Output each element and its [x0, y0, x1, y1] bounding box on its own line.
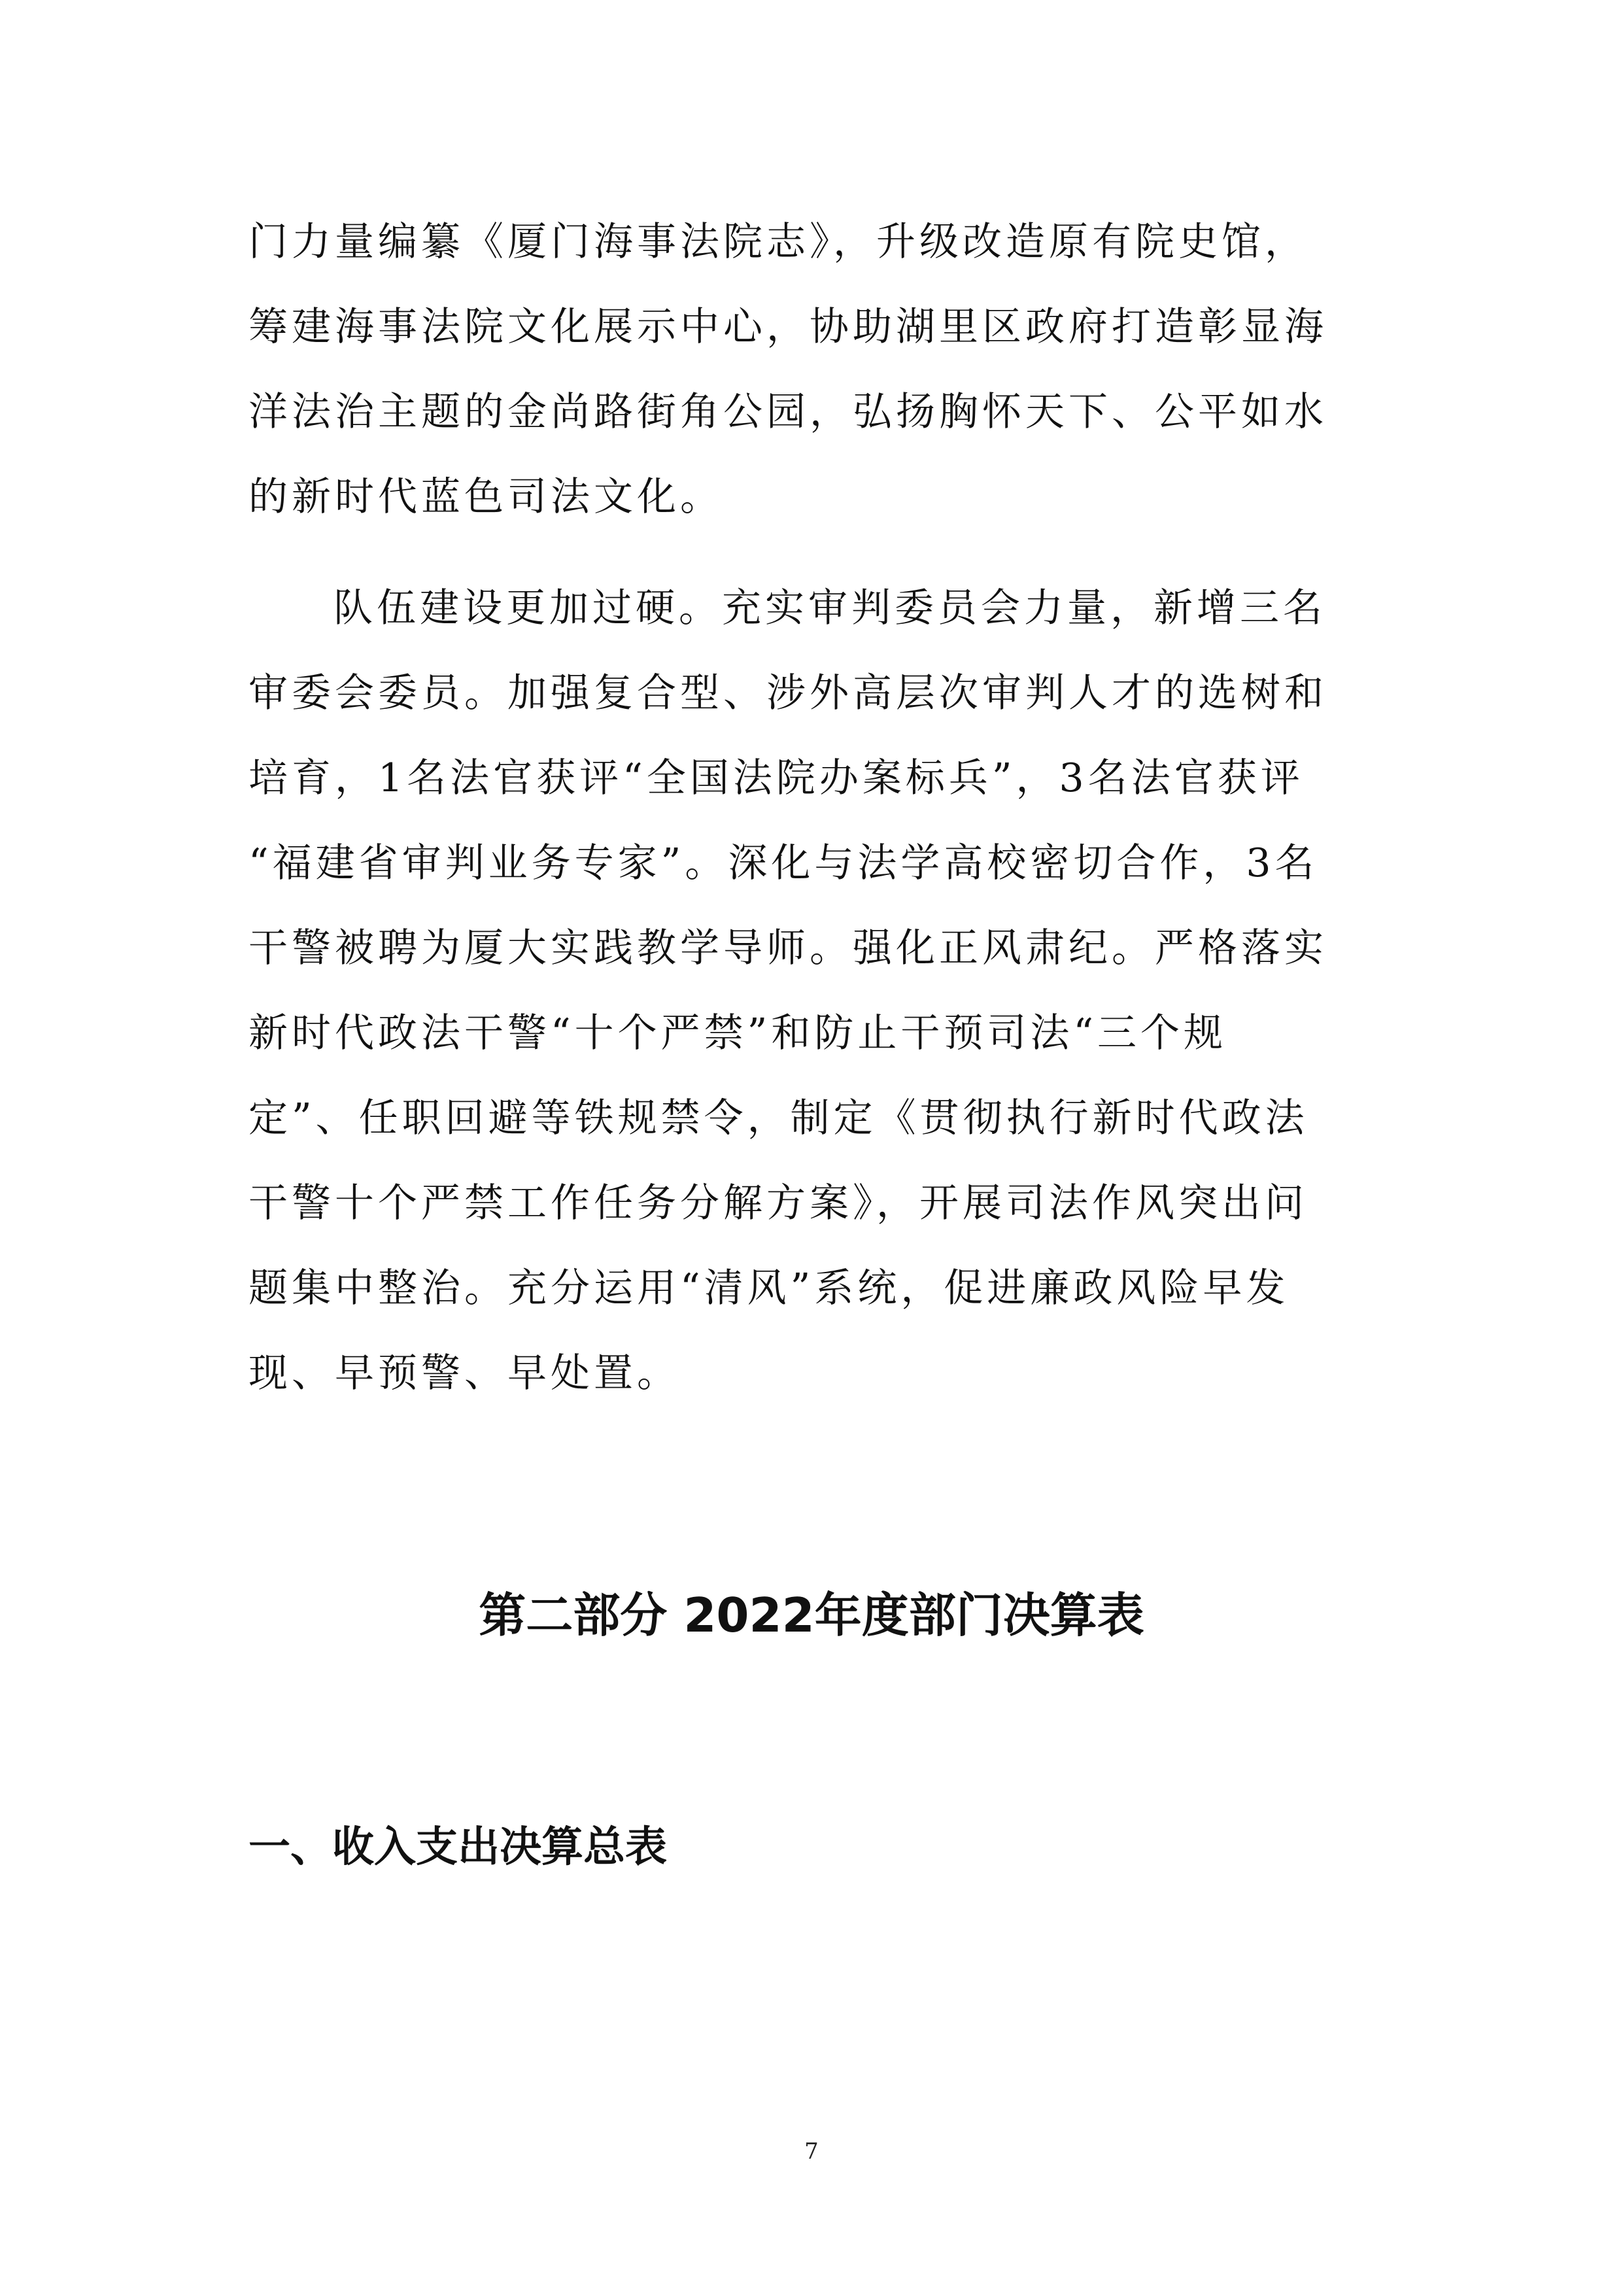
paragraph2-line-1: 队伍建设更加过硬。充实审判委员会力量，新增三名 — [333, 585, 1326, 631]
paragraph1-line-2: 筹建海事法院文化展示中心，协助湖里区政府打造彰显海 — [248, 304, 1327, 350]
section-title: 第二部分 2022年度部门决算表 — [479, 1588, 1144, 1643]
paragraph2-line-6: 新时代政法干警“十个严禁”和防止干预司法“三个规 — [248, 1010, 1227, 1056]
paragraph1-line-4: 的新时代蓝色司法文化。 — [248, 474, 723, 520]
paragraph2-line-2: 审委会委员。加强复合型、涉外高层次审判人才的选树和 — [248, 670, 1327, 716]
paragraph1-line-1: 门力量编纂《厦门海事法院志》，升级改造原有院史馆， — [248, 219, 1308, 265]
paragraph2-line-5: 干警被聘为厦大实践教学导师。强化正风肃纪。严格落实 — [248, 925, 1327, 971]
paragraph2-line-10: 现、早预警、早处置。 — [248, 1350, 680, 1396]
page-number: 7 — [804, 2138, 819, 2165]
paragraph2-line-8: 干警十个严禁工作任务分解方案》，开展司法作风突出问 — [248, 1180, 1308, 1226]
paragraph2-line-3: 培育，1名法官获评“全国法院办案标兵”，3名法官获评 — [248, 755, 1304, 801]
paragraph2-line-7: 定”、任职回避等铁规禁令，制定《贯彻执行新时代政法 — [248, 1095, 1308, 1141]
section-subtitle: 一、收入支出决算总表 — [248, 1823, 667, 1872]
paragraph1-line-3: 洋法治主题的金尚路街角公园，弘扬胸怀天下、公平如水 — [248, 389, 1327, 435]
paragraph2-line-4: “福建省审判业务专家”。深化与法学高校密切合作，3名 — [248, 840, 1318, 886]
paragraph2-line-9: 题集中整治。充分运用“清风”系统，促进廉政风险早发 — [248, 1265, 1290, 1311]
